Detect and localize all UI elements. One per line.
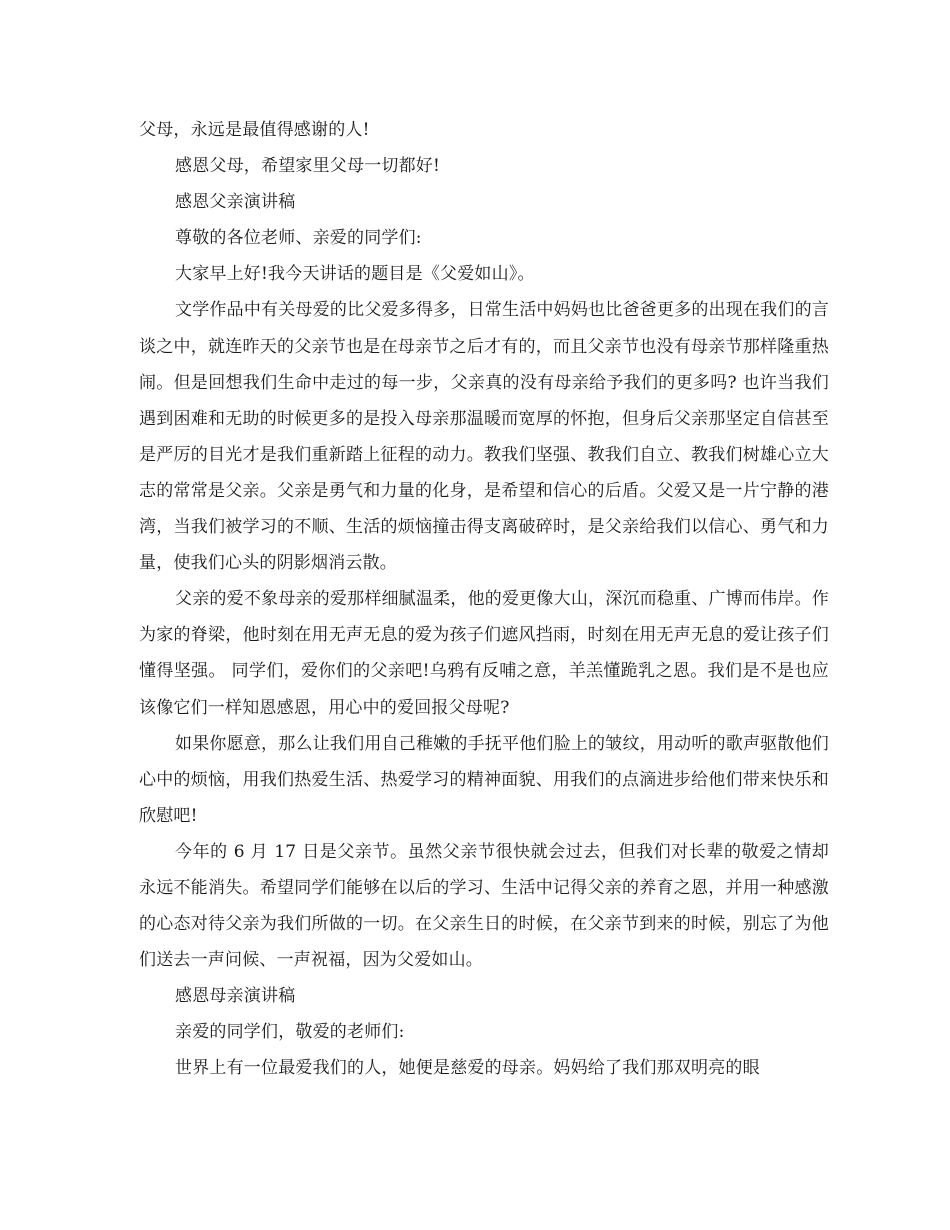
paragraph-body: 今年的 6 月 17 日是父亲节。虽然父亲节很快就会过去，但我们对长辈的敬爱之情却永远不能消失。希望同学们能够在以后的学习、生活中记得父亲的养育之恩，并用一种感激的心态对待父亲为我们所做的一切。在父亲生日的时候，在父亲节到来的时候，别忘了为他们送去一声问候、一声祝福，因为父爱如山。 [139, 841, 829, 971]
paragraph-wish: 感恩父母，希望家里父母一切都好! [175, 156, 441, 177]
paragraph-closing-line: 父母，永远是最值得感谢的人! [139, 120, 370, 140]
paragraph-body: 如果你愿意，那么让我们用自己稚嫩的手抚平他们脸上的皱纹，用动听的歌声驱散他们心中的烦恼，用我们热爱生活、热爱学习的精神面貌、用我们的点滴进步给他们带来快乐和欣慰吧! [139, 733, 829, 826]
paragraph-greeting: 大家早上好!我今天讲话的题目是《父爱如山》。 [175, 264, 535, 285]
salutation-mother-speech: 亲爱的同学们，敬爱的老师们: [175, 1022, 405, 1043]
paragraph-body: 文学作品中有关母爱的比父爱多得多，日常生活中妈妈也比爸爸更多的出现在我们的言谈之中，就连昨天的父亲节也是在母亲节之后才有的，而且父亲节也没有母亲节那样隆重热闹。但是回想我们生命中走过的每一步，父亲真的没有母亲给予我们的更多吗? 也许当我们遇到困难和无助的时候更多的是投入母亲那温暖而宽厚的怀抱，但身后父亲那坚定自信甚至是严厉的目光才是我们重新踏上征程的动力。教我们坚强、教我们自立、教我们树雄心立大志的常常是父亲。父亲是勇气和力量的化身，是希望和信心的后盾。父爱又是一片宁静的港湾，当我们被学习的不顺、生活的烦恼撞击得支离破碎时，是父亲给我们以信心、勇气和力量，使我们心头的阴影烟消云散。 [139, 300, 829, 574]
paragraph-body: 世界上有一位最爱我们的人，她便是慈爱的母亲。妈妈给了我们那双明亮的眼 [175, 1058, 760, 1079]
section-heading-father-speech: 感恩父亲演讲稿 [175, 192, 296, 213]
paragraph-body: 父亲的爱不象母亲的爱那样细腻温柔，他的爱更像大山，深沉而稳重、广博而伟岸。作为家的脊梁，他时刻在用无声无息的爱为孩子们遮风挡雨，时刻在用无声无息的爱让孩子们懂得坚强。 同学们，爱你们的父亲吧!乌鸦有反哺之意，羊羔懂跪乳之恩。我们是不是也应该像它们一样知恩感恩，用心中的爱回报父母呢? [139, 589, 829, 718]
document-body [139, 112, 829, 1087]
section-heading-mother-speech: 感恩母亲演讲稿 [175, 986, 296, 1007]
salutation-father-speech: 尊敬的各位老师、亲爱的同学们: [175, 228, 422, 249]
